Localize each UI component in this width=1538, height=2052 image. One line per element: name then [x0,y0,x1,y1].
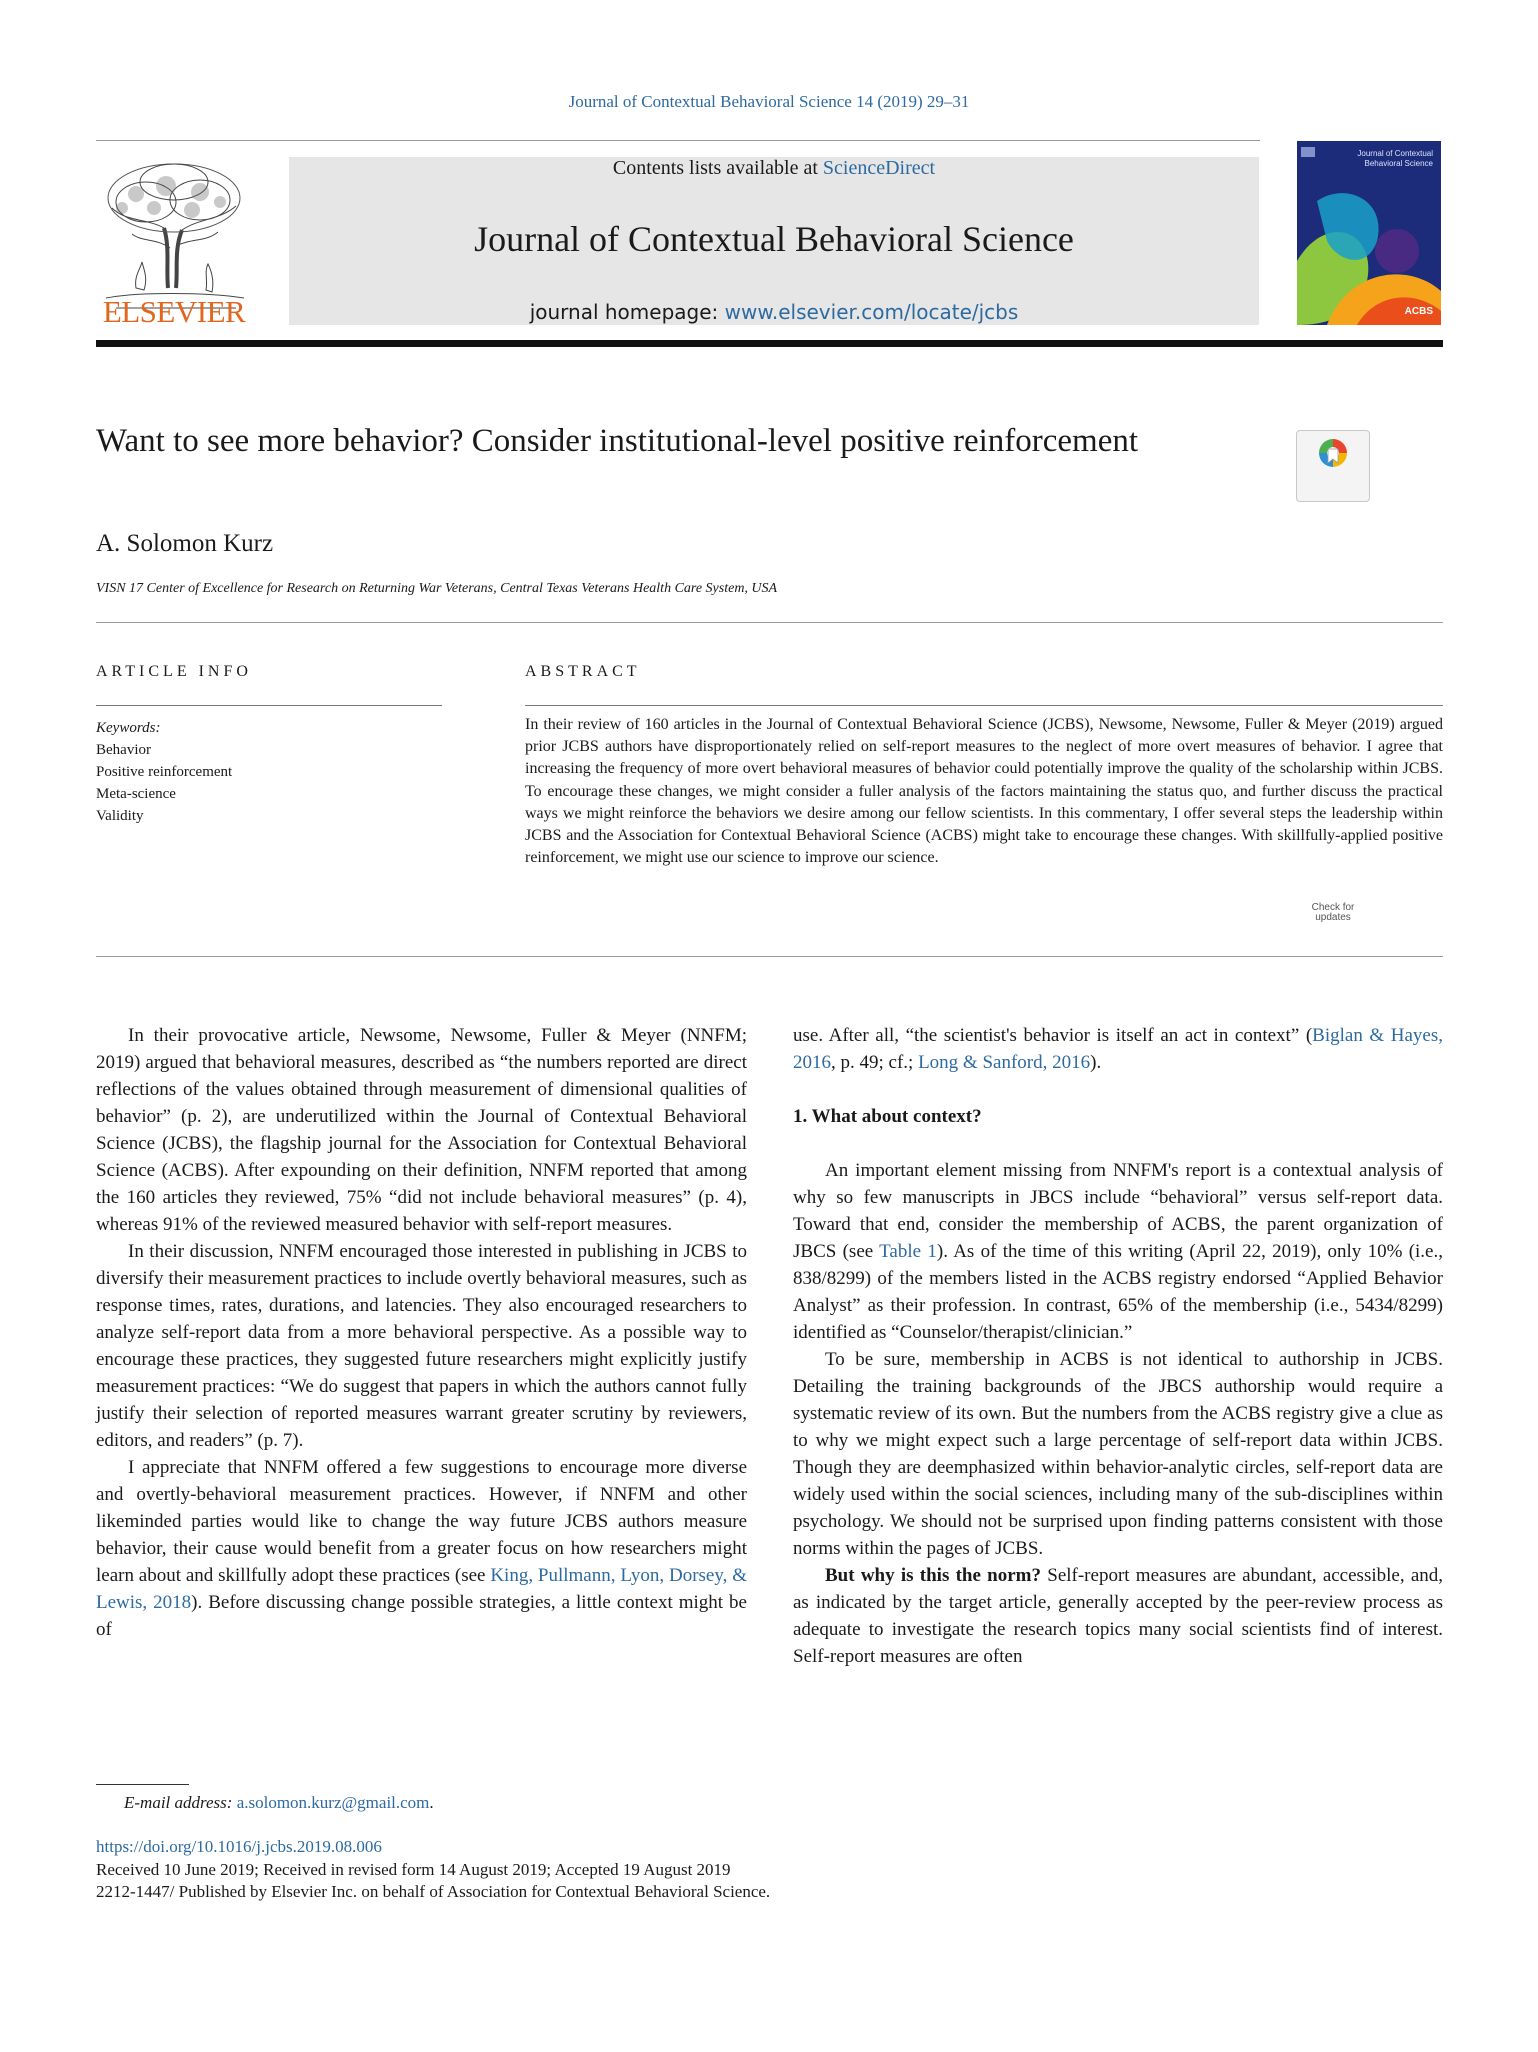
doi-link[interactable]: https://doi.org/10.1016/j.jcbs.2019.08.006 [96,1837,382,1856]
footnote-end: . [429,1793,434,1812]
abstract-heading: ABSTRACT [525,663,641,680]
keywords-label: Keywords: [96,720,161,736]
keyword-item: Positive reinforcement [96,764,233,780]
article-title: Want to see more behavior? Consider institutional-level positive reinforcement [96,423,1139,459]
keyword-item: Meta-science [96,786,176,802]
article-info-rule [96,705,442,706]
body-column-left [96,1022,747,1643]
sciencedirect-link[interactable]: ScienceDirect [822,157,936,179]
abstract-divider [96,956,1443,957]
top-rule [96,140,1260,141]
citation-link-biglan[interactable]: Biglan & Hayes, 2016 [793,1025,1443,1073]
journal-cover-image[interactable] [1297,141,1441,325]
email-link[interactable]: a.solomon.kurz@gmail.com [236,1793,430,1812]
footnote-rule [96,1784,189,1785]
body-paragraph: In their provocative article, Newsome, Newsome, Fuller & Meyer (NNFM; 2019) argued that behavioral measures, described as “the numbers reported are direct reflections of the values obtained through measurement of dimensional qualities of behavior” (p. 2), are underutilized within the Journal of Contextual Behavioral Science (JCBS), the flagship journal for the Association for Contextual Behavioral Science (ACBS). After expounding on their definition, NNFM reported that among the 160 articles they reviewed, 75% “did not include behavioral measures” (p. 4), whereas 91% of the reviewed measured behavior with self-report measures. [96,1025,747,1235]
homepage-link[interactable]: www.elsevier.com/locate/jcbs [724,300,1019,324]
footnote-email [124,1793,434,1813]
contents-prefix: Contents lists available at [612,157,823,179]
body-paragraph [793,1157,1443,1346]
citation-link-king[interactable]: King, Pullmann, Lyon, Dorsey, & Lewis, 2018 [96,1565,747,1613]
journal-reference-link[interactable]: Journal of Contextual Behavioral Science 14 (2019) 29–31 [568,92,970,111]
author-affiliation: VISN 17 Center of Excellence for Research on Returning War Veterans, Central Texas Veterans Health Care System, USA [96,581,778,596]
cover-acbs-label: ACBS [1404,306,1433,317]
check-updates-icon [1317,437,1349,473]
title-divider [96,622,1443,623]
masthead-rule [96,340,1443,347]
paragraph-text: use. After all, “the scientist's behavior is itself an act in context” ( [793,1025,1313,1046]
abstract-text: In their review of 160 articles in the Journal of Contextual Behavioral Science (JCBS), Newsome, Newsome, Fuller & Meyer (2019) argued prior JCBS authors have disproportionately relied on self-report measures to the neglect of more overt measures of behavior. I agree that increasing the frequency of more overt behavioral measures of behavior could potentially improve the quality of the scholarship within JCBS. To encourage these changes, we might consider a fuller analysis of the factors maintaining the status quo, and further discuss the practical ways we might reinforce the behaviors we desire among our fellow scientists. In this commentary, I offer several steps the leadership within JCBS and the Association for Contextual Behavioral Science (ACBS) might take to encourage these changes. With skillfully-applied positive reinforcement, we might use our science to improve our science. [525,716,1443,867]
homepage-prefix: journal homepage: [529,300,725,324]
author-name: A. Solomon Kurz [96,530,274,557]
abstract-rule [525,705,1443,706]
run-in-heading: But why is this the norm? [825,1565,1041,1586]
paragraph-text: An important element missing from NNFM's report is a contextual analysis of why so few manuscripts in JBCS include “behavioral” versus self-report data. Toward that end, consider the membership of ACBS, the parent organization of JBCS (see [793,1160,1443,1262]
body-paragraph: In their discussion, NNFM encouraged those interested in publishing in JCBS to diversify their measurement practices to include overtly behavioral measures, such as response times, rates, durations, and latencies. They also encouraged researchers to analyze self-report data from a more behavioral perspective. As a possible way to encourage these practices, they suggested future researchers might explicitly justify measurement practices: “We do suggest that papers in which the authors cannot fully justify their selection of reported measures warrant greater scrutiny by reviewers, editors, and readers” (p. 7). [96,1241,747,1451]
journal-title: Journal of Contextual Behavioral Science [474,219,1074,259]
elsevier-wordmark: ELSEVIER [102,294,246,329]
paragraph-text: ). [1090,1052,1102,1073]
homepage-line [289,300,1259,324]
body-paragraph: To be sure, membership in ACBS is not identical to authorship in JCBS. Detailing the training backgrounds of the JBCS authorship would require a systematic review of its own. But the numbers from the ACBS registry give a clue as to why we might expect such a large percentage of self-report data within JCBS. Though they are deemphasized within behavior-analytic circles, self-report data are widely used within the social sciences, including many of the sub-disciplines within psychology. We should not be surprised upon finding patterns consistent with those norms within the pages of JCBS. [793,1349,1443,1559]
citation-link-long[interactable]: Long & Sanford, 2016 [918,1052,1091,1073]
keywords-list [96,717,232,827]
article-info-heading: ARTICLE INFO [96,663,252,680]
keyword-item: Behavior [96,742,151,758]
email-label: E-mail address: [124,1793,233,1812]
paragraph-text: ). Before discussing change possible strategies, a little context might be of [96,1592,747,1640]
received-dates: Received 10 June 2019; Received in revised form 14 August 2019; Accepted 19 August 2019 [96,1859,731,1879]
table-1-link[interactable]: Table 1 [879,1241,937,1262]
contents-line [289,157,1259,180]
article-footer [96,1836,770,1904]
section-heading: 1. What about context? [793,1106,982,1127]
copyright-line: 2212-1447/ Published by Elsevier Inc. on behalf of Association for Contextual Behavioral Science. [96,1882,771,1901]
body-paragraph [96,1454,747,1643]
body-paragraph [793,1022,1443,1076]
cover-journal-title: Journal of Contextual Behavioral Science [1357,149,1433,168]
check-updates-label: Check for updates [1311,902,1355,923]
paragraph-text: , p. 49; cf.; [831,1052,919,1073]
body-column-right [793,1022,1443,1670]
keyword-item: Validity [96,808,144,824]
body-paragraph [793,1562,1443,1670]
paragraph-text: Self-report measures are abundant, accessible, and, as indicated by the target article, generally accepted by the peer-review process as adequate to investigate the research topics many social scientists find of interest. Self-report measures are often [793,1565,1444,1667]
paragraph-text: I appreciate that NNFM offered a few suggestions to encourage more diverse and overtly-behavioral measurement practices. However, if NNFM and other likeminded parties would like to change the way future JCBS authors measure behavior, their cause would benefit from a greater focus on how researchers might learn about and skillfully adopt these practices (see [96,1457,747,1586]
paragraph-text: ). As of the time of this writing (April 22, 2019), only 10% (i.e., 838/8299) of the members listed in the ACBS registry endorsed “Applied Behavior Analyst” as their profession. In contrast, 65% of the membership (i.e., 5434/8299) identified as “Counselor/therapist/clinician.” [793,1241,1443,1343]
check-for-updates-badge[interactable] [1296,430,1370,923]
